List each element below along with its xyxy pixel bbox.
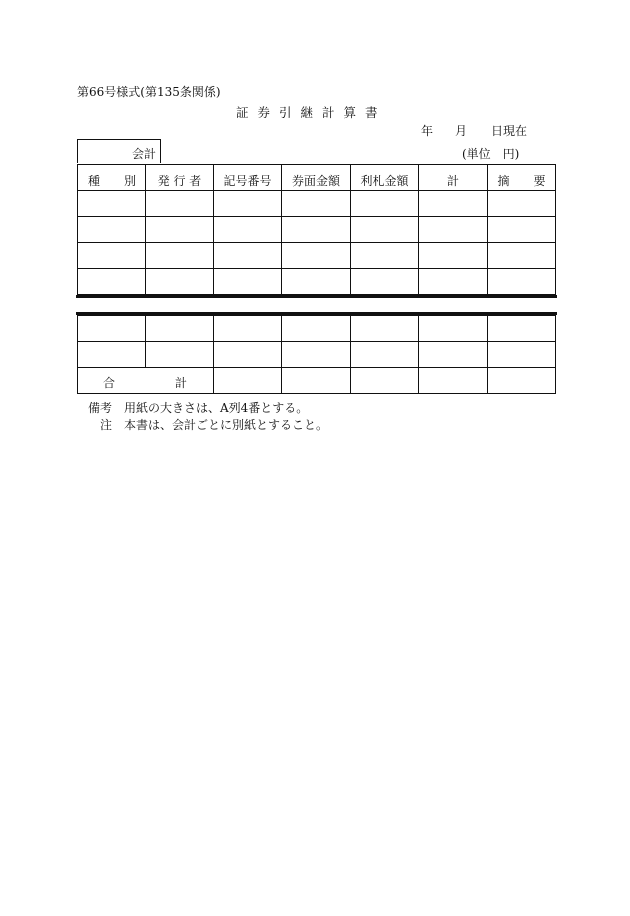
form-number: 第66号様式(第135条関係)	[77, 85, 221, 99]
table-lower-frame	[78, 316, 556, 394]
document-title: 証券引継計算書	[236, 105, 387, 120]
header-type: 種 別	[87, 174, 136, 188]
remark-note: 備考 用紙の大きさは、A列4番とする。	[88, 401, 309, 415]
instruction-note: 注 本書は、会計ごとに別紙とすること。	[100, 418, 329, 432]
date-year: 年	[421, 124, 434, 138]
header-serial-number: 記号番号	[223, 174, 272, 188]
account-label: 会計	[132, 147, 157, 161]
header-issuer: 発 行 者	[157, 174, 202, 188]
omission-break	[76, 295, 557, 315]
header-coupon-value: 利札金額	[360, 174, 409, 188]
date-month: 月	[455, 124, 468, 138]
total-label-right: 計	[175, 376, 188, 390]
total-label-left: 合	[103, 376, 116, 390]
date-day: 日現在	[491, 124, 528, 138]
header-total: 計	[446, 174, 459, 188]
header-face-value: 券面金額	[291, 174, 340, 188]
unit-label: (単位 円)	[462, 147, 520, 161]
header-remarks: 摘 要	[497, 174, 546, 188]
